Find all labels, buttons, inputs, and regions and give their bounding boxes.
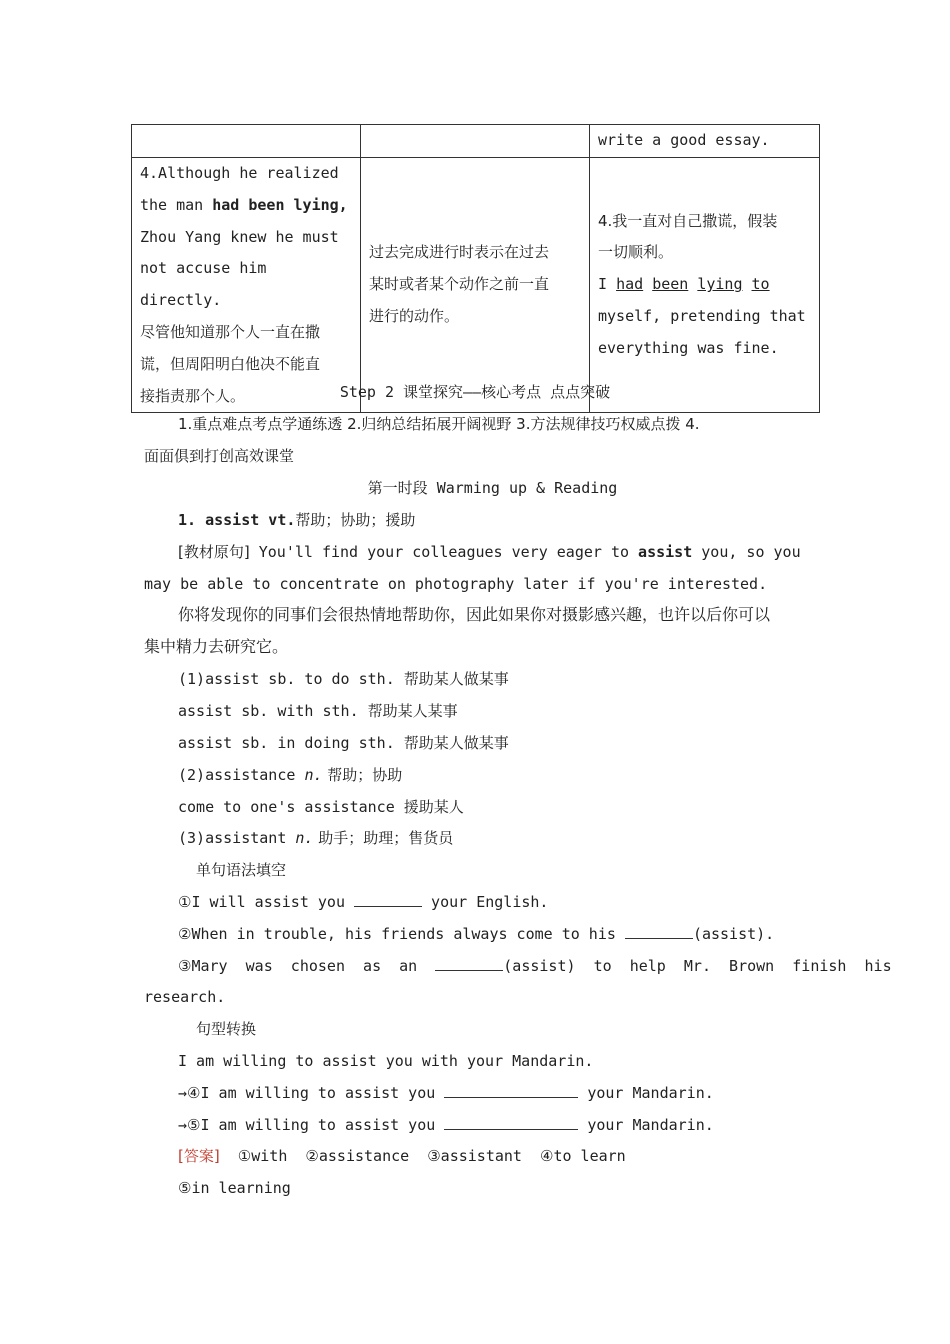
question-text: your English. — [422, 893, 549, 911]
cell-text — [598, 269, 811, 301]
usage-meaning: 帮助；协助 — [322, 766, 403, 784]
source-text: You'll find your colleagues very eager to — [249, 543, 639, 561]
question-text: ①I will assist you — [178, 893, 355, 911]
source-sentence — [178, 542, 806, 562]
usage-line: assist sb. in doing sth. 帮助某人做某事 — [178, 734, 509, 752]
question-text: (assist). — [692, 925, 775, 943]
answer-blank — [444, 1115, 578, 1130]
head-meaning: 帮助；协助；援助 — [295, 511, 416, 529]
question — [178, 924, 774, 944]
question-text: (assist) to help Mr. Brown finish his — [503, 957, 892, 975]
usage-line: (1)assist sb. to do sth. 帮助某人做某事 — [178, 670, 509, 688]
cell-text: not accuse him directly. — [140, 259, 267, 310]
cell-text: everything was fine. — [598, 338, 779, 357]
usage-line: assist sb. with sth. 帮助某人某事 — [178, 702, 458, 720]
question-text: your Mandarin. — [578, 1084, 714, 1102]
question-text: ③Mary was chosen as an — [178, 957, 436, 975]
translation-cell — [590, 158, 820, 413]
answer-blank — [625, 924, 693, 939]
underlined-word: been — [652, 275, 689, 294]
part-of-speech: n. — [295, 829, 314, 847]
exercise-title: 单句语法填空 — [196, 861, 287, 879]
table-cell — [132, 125, 361, 158]
table-row — [132, 158, 820, 413]
section-title: 第一时段 Warming up & Reading — [367, 479, 618, 497]
cell-text: 4.我一直对自己撒谎，假装 — [598, 211, 778, 230]
part-of-speech: n. — [304, 766, 323, 784]
answer-line: ⑤in learning — [178, 1179, 291, 1197]
step-title: Step 2 课堂探究——核心考点 点点突破 — [339, 383, 611, 401]
answer-items: ①with ②assistance ③assistant ④to learn — [237, 1147, 626, 1165]
table-cell — [361, 125, 590, 158]
cell-text — [140, 190, 352, 222]
usage-text: (3)assistant — [178, 829, 296, 847]
cell-text-part: the man — [140, 195, 213, 214]
explanation-cell — [361, 158, 590, 413]
question-cont: research. — [144, 988, 226, 1006]
answer-label: [答案] — [178, 1147, 220, 1165]
underlined-word: had — [616, 275, 644, 294]
table-row — [132, 125, 820, 158]
question — [178, 1083, 714, 1103]
table-cell — [590, 125, 820, 158]
cell-text: 进行的动作。 — [369, 307, 460, 326]
question-text: your Mandarin. — [578, 1116, 714, 1134]
cell-text: 尽管他知道那个人一直在撒 — [140, 322, 321, 341]
answer-blank — [354, 892, 422, 907]
bold-word: assist — [638, 543, 693, 561]
intro-line: 面面俱到打创高效课堂 — [144, 447, 295, 465]
underlined-word: lying — [697, 275, 743, 294]
usage-meaning: 助手；助理；售货员 — [313, 829, 454, 847]
question-text: →⑤I am willing to assist you — [178, 1116, 445, 1134]
translation-line: 你将发现你的同事们会很热情地帮助你，因此如果你对摄影感兴趣，也许以后你可以 — [178, 605, 771, 624]
question-text: ②When in trouble, his friends always come to his — [178, 925, 625, 943]
cell-text: 4.Although he realized — [140, 164, 339, 182]
answer-blank — [435, 956, 503, 971]
question — [178, 1115, 714, 1135]
bold-phrase: had been lying, — [212, 195, 348, 214]
source-sentence-cont: may be able to concentrate on photography later if you're interested. — [144, 575, 768, 593]
question — [178, 892, 548, 912]
underlined-word: to — [751, 275, 770, 294]
question — [178, 956, 892, 976]
grammar-table — [131, 124, 820, 413]
answer-line — [178, 1146, 626, 1166]
cell-text: Zhou Yang knew he must — [140, 227, 339, 246]
source-label: [教材原句] — [178, 543, 250, 561]
cell-text: 谎，但周阳明白他决不能直 — [140, 354, 321, 373]
entry-heading — [178, 510, 415, 530]
usage-text: (2)assistance — [178, 766, 305, 784]
source-text: you, so you — [692, 543, 801, 561]
cell-text: 接指责那个人。 — [140, 386, 246, 405]
source-sentence: I am willing to assist you with your Mandarin. — [178, 1052, 594, 1070]
intro-line: 1.重点难点考点学通练透 2.归纳总结拓展开阔视野 3.方法规律技巧权威点拨 4. — [178, 415, 700, 433]
cell-text: write a good essay. — [598, 131, 770, 149]
exercise-title: 句型转换 — [196, 1020, 257, 1038]
answer-blank — [444, 1083, 578, 1098]
usage-line: come to one's assistance 援助某人 — [178, 798, 464, 816]
translation-line: 集中精力去研究它。 — [144, 637, 289, 656]
question-text: →④I am willing to assist you — [178, 1084, 445, 1102]
head-word: 1. assist vt. — [178, 511, 296, 529]
cell-text-part: I — [598, 275, 617, 294]
usage-line — [178, 828, 453, 848]
cell-text: 一切顺利。 — [598, 243, 674, 262]
cell-text: 某时或者某个动作之前一直 — [369, 275, 550, 294]
cell-text: 过去完成进行时表示在过去 — [369, 243, 550, 262]
usage-line — [178, 765, 402, 785]
cell-text: myself, pretending that — [598, 307, 806, 326]
example-cell — [132, 158, 361, 413]
